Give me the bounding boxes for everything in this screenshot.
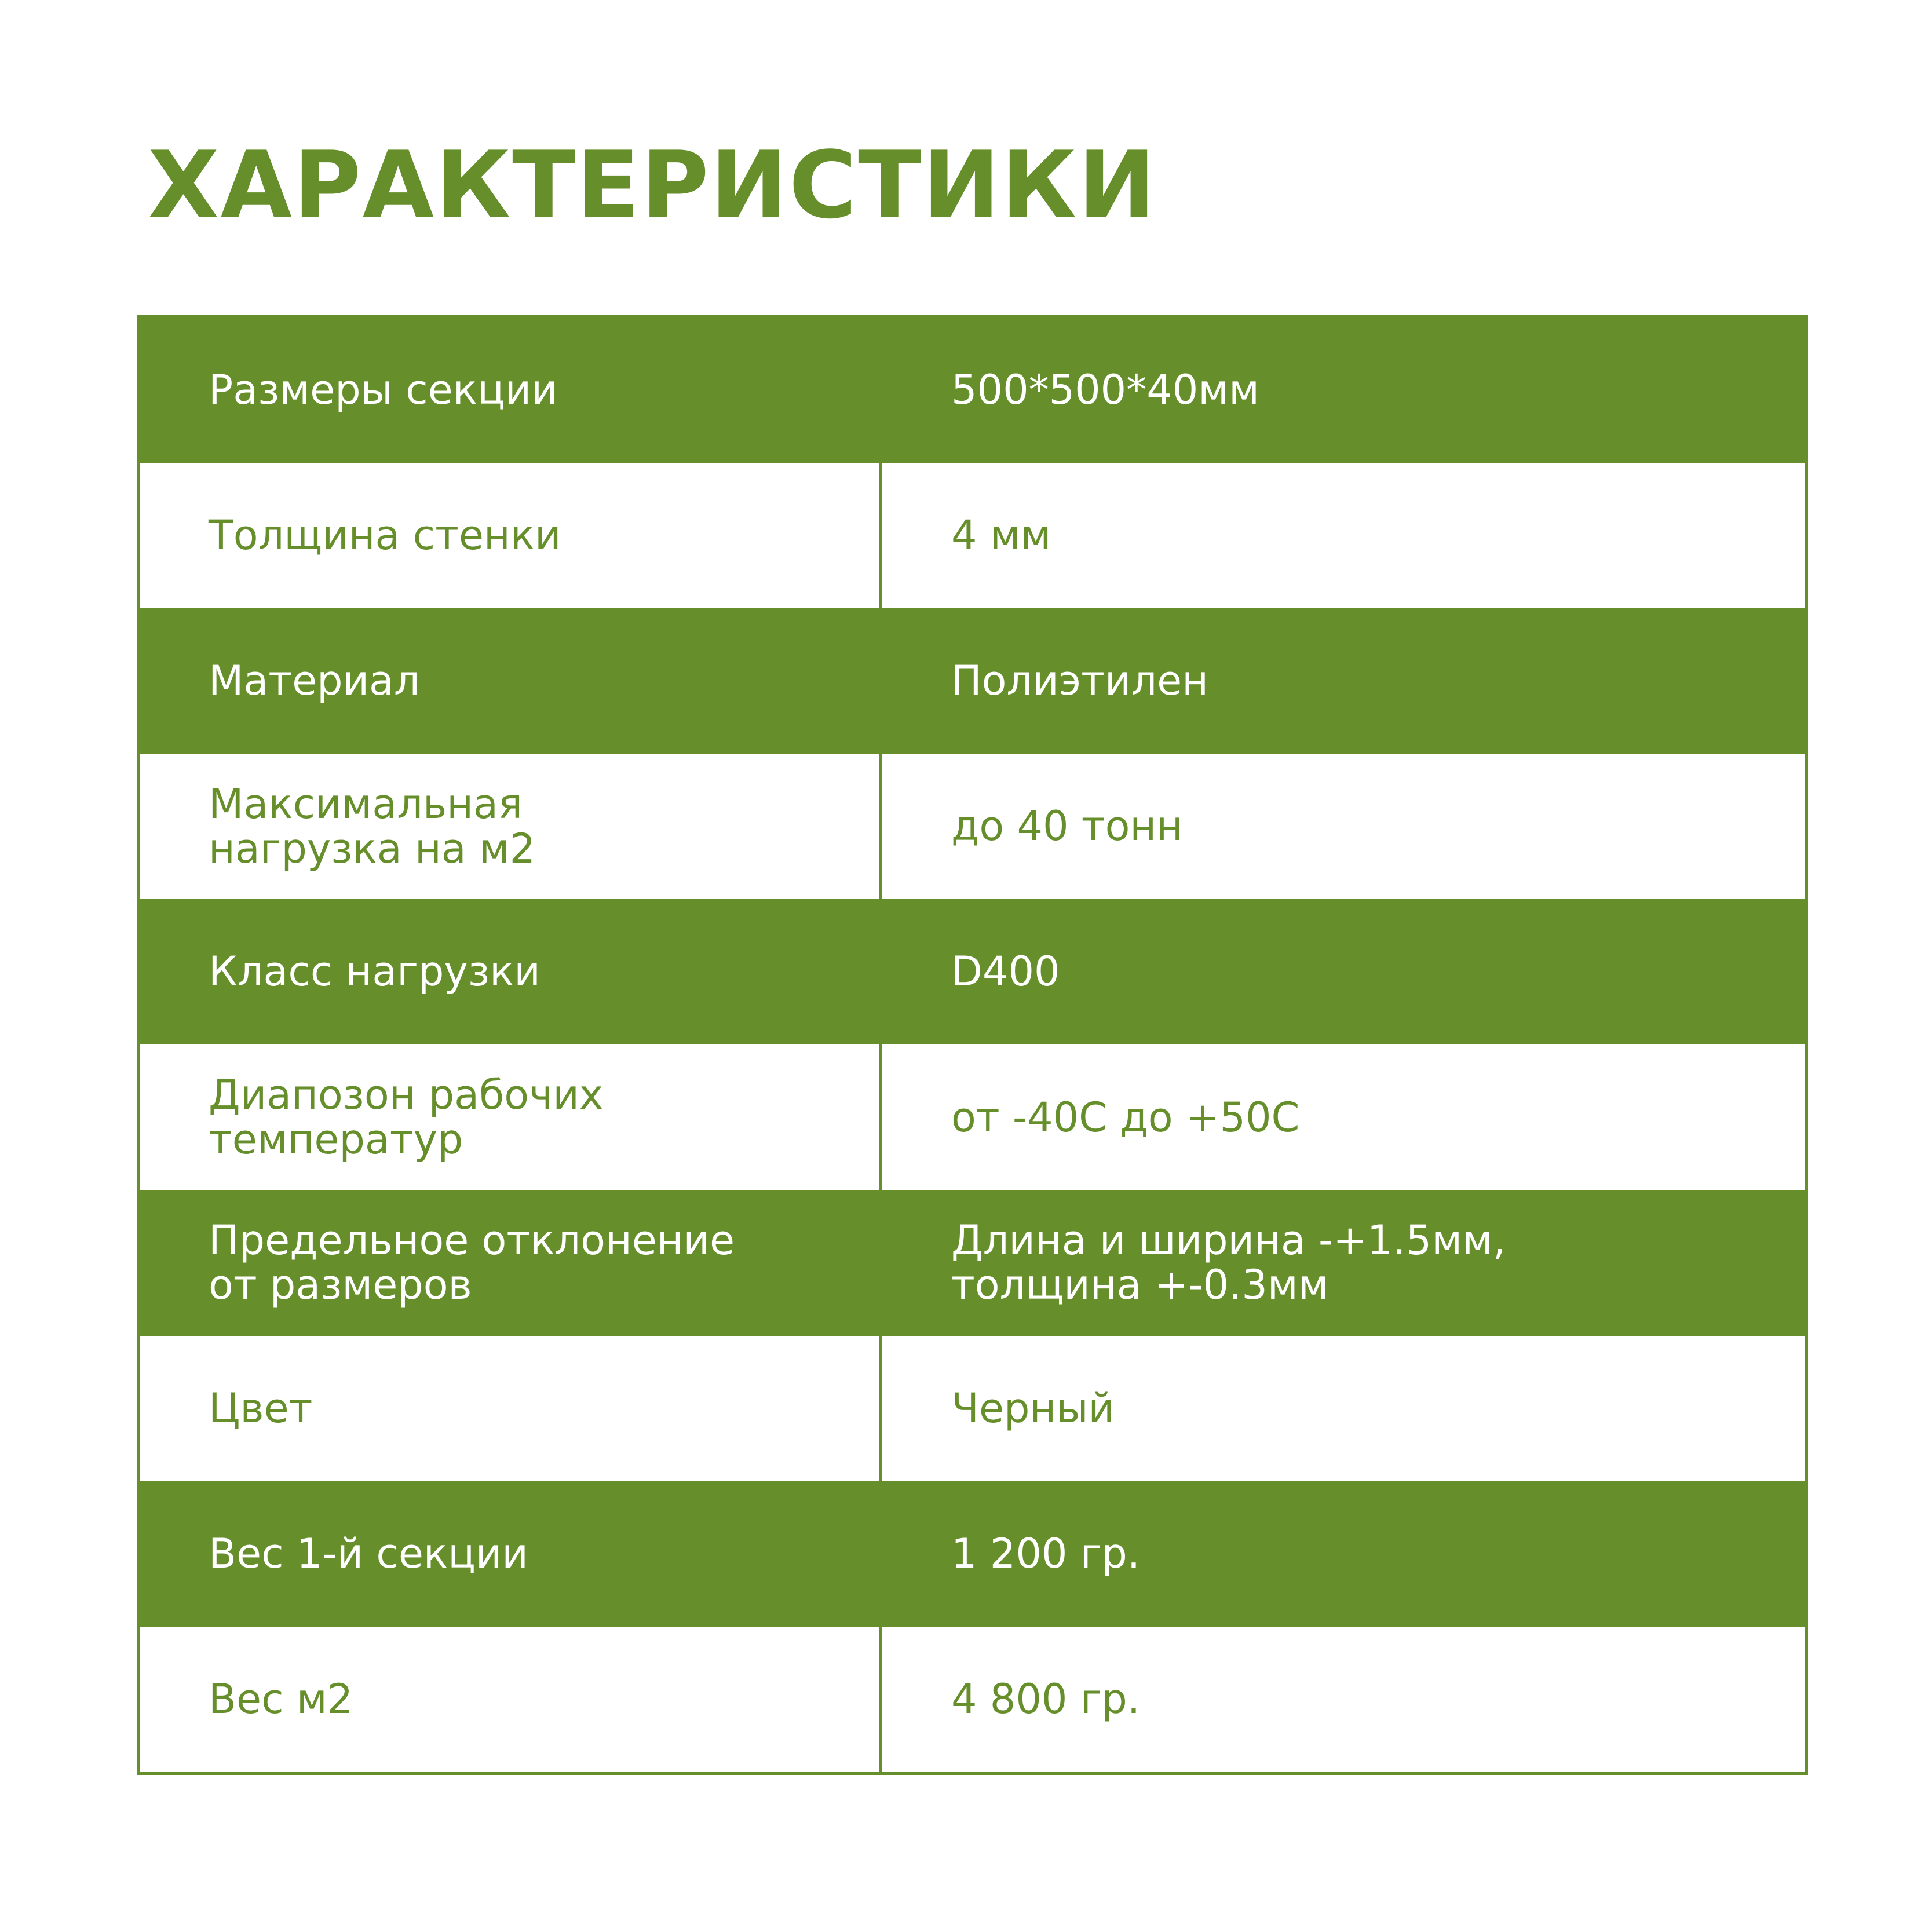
spec-label: Вес м2 bbox=[209, 1675, 353, 1723]
spec-label: Материал bbox=[209, 657, 420, 705]
table-row bbox=[140, 1336, 1805, 1481]
spec-value: Полиэтилен bbox=[951, 657, 1208, 705]
spec-label: Толщина стенки bbox=[209, 512, 561, 560]
spec-label-cell bbox=[140, 608, 879, 754]
spec-label-cell bbox=[140, 1190, 879, 1336]
table-row bbox=[140, 608, 1805, 754]
spec-value-cell bbox=[879, 1481, 1805, 1627]
spec-value: Длина и ширина -+1.5мм, толщина +-0.3мм bbox=[951, 1217, 1506, 1309]
spec-value-cell bbox=[879, 1627, 1805, 1772]
table-row bbox=[140, 754, 1805, 899]
spec-value-cell bbox=[879, 1044, 1805, 1190]
spec-value-cell bbox=[879, 1336, 1805, 1481]
spec-value: D400 bbox=[951, 948, 1060, 996]
table-row bbox=[140, 1481, 1805, 1627]
spec-value: 500*500*40мм bbox=[951, 366, 1259, 414]
page-title: ХАРАКТЕРИСТИКИ bbox=[148, 131, 1157, 239]
spec-value: от -40С до +50С bbox=[951, 1093, 1300, 1141]
spec-value: 4 мм bbox=[951, 512, 1051, 560]
table-row bbox=[140, 1190, 1805, 1336]
table-row bbox=[140, 463, 1805, 608]
spec-label-cell bbox=[140, 899, 879, 1044]
spec-value: 4 800 гр. bbox=[951, 1675, 1141, 1723]
spec-label: Цвет bbox=[209, 1384, 313, 1432]
spec-label: Максимальная нагрузка на м2 bbox=[209, 780, 536, 872]
spec-label-cell bbox=[140, 1627, 879, 1772]
spec-label-cell bbox=[140, 463, 879, 608]
table-row bbox=[140, 1044, 1805, 1190]
spec-label-cell bbox=[140, 1336, 879, 1481]
table-row bbox=[140, 1627, 1805, 1772]
table-row bbox=[140, 317, 1805, 463]
spec-value: Черный bbox=[951, 1384, 1115, 1432]
spec-value: до 40 тонн bbox=[951, 802, 1183, 850]
spec-value-cell bbox=[879, 608, 1805, 754]
spec-value: 1 200 гр. bbox=[951, 1529, 1141, 1577]
spec-label: Размеры секции bbox=[209, 366, 558, 414]
spec-label: Класс нагрузки bbox=[209, 948, 540, 996]
spec-label-cell bbox=[140, 1481, 879, 1627]
spec-label: Вес 1-й секции bbox=[209, 1529, 528, 1577]
spec-label-cell bbox=[140, 754, 879, 899]
spec-value-cell bbox=[879, 899, 1805, 1044]
spec-value-cell bbox=[879, 463, 1805, 608]
spec-value-cell bbox=[879, 317, 1805, 463]
spec-table bbox=[137, 315, 1808, 1775]
spec-value-cell bbox=[879, 754, 1805, 899]
spec-label: Предельное отклонение от размеров bbox=[209, 1217, 735, 1309]
spec-label-cell bbox=[140, 1044, 879, 1190]
spec-label: Диапозон рабочих температур bbox=[209, 1071, 604, 1164]
table-row bbox=[140, 899, 1805, 1044]
spec-value-cell bbox=[879, 1190, 1805, 1336]
spec-label-cell bbox=[140, 317, 879, 463]
